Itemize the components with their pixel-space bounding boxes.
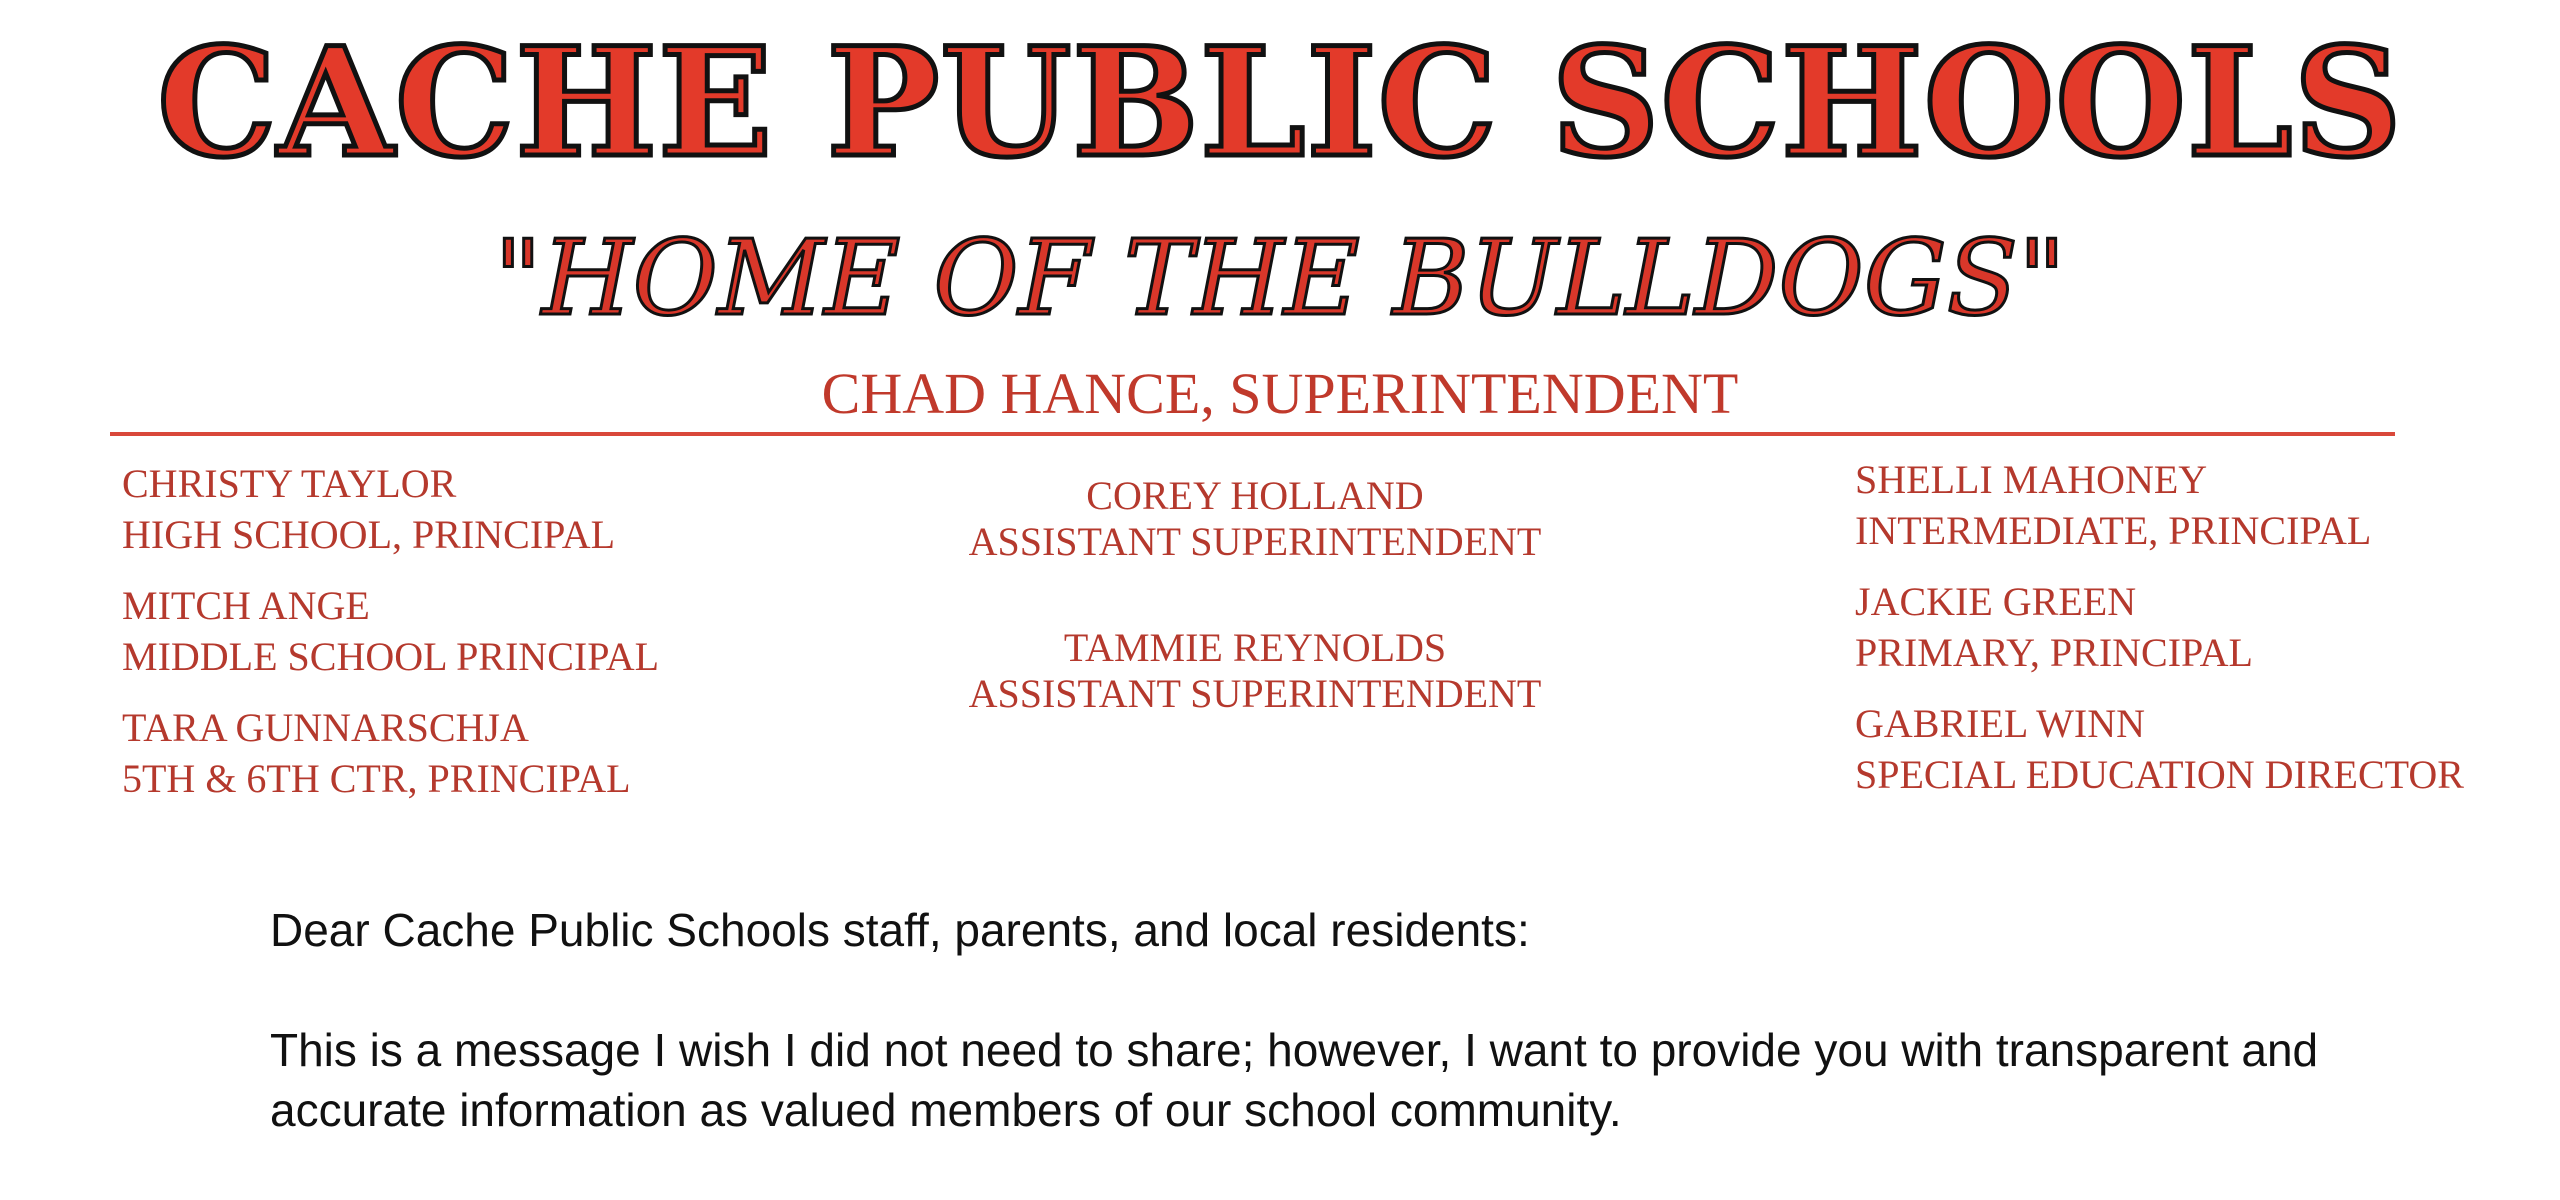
letterhead-title: CACHE PUBLIC SCHOOLS — [157, 15, 2403, 191]
staff-name: MITCH ANGE — [122, 583, 370, 628]
letter-body — [270, 900, 2320, 1200]
staff-role: INTERMEDIATE, PRINCIPAL — [1855, 508, 2372, 553]
staff-entry — [940, 625, 1570, 717]
staff-role: ASSISTANT SUPERINTENDENT — [968, 519, 1542, 564]
staff-role: MIDDLE SCHOOL PRINCIPAL — [122, 634, 660, 679]
staff-entry — [1855, 576, 2464, 678]
staff-name: JACKIE GREEN — [1855, 579, 2137, 624]
staff-name: TAMMIE REYNOLDS — [1063, 625, 1447, 670]
staff-name: COREY HOLLAND — [1086, 473, 1424, 518]
staff-entry — [1855, 454, 2464, 556]
staff-entry — [122, 580, 659, 682]
letter-paragraph: This is a message I wish I did not need to share; however, I want to provide you with transparent and accurate information as valued members of our school community. — [270, 1024, 2319, 1136]
staff-entry — [122, 702, 659, 804]
letter-salutation: Dear Cache Public Schools staff, parents, and local residents: — [270, 904, 1530, 956]
staff-role: 5TH & 6TH CTR, PRINCIPAL — [122, 756, 631, 801]
staff-name: CHRISTY TAYLOR — [122, 461, 457, 506]
staff-role: SPECIAL EDUCATION DIRECTOR — [1855, 752, 2464, 797]
letterhead-motto: "HOME OF THE BULLDOGS" — [494, 217, 2066, 339]
staff-column-right — [1855, 454, 2464, 820]
staff-role: PRIMARY, PRINCIPAL — [1855, 630, 2253, 675]
staff-entry — [1855, 698, 2464, 800]
staff-entry — [122, 458, 659, 560]
staff-column-center — [940, 473, 1570, 777]
staff-name: SHELLI MAHONEY — [1855, 457, 2208, 502]
staff-role: ASSISTANT SUPERINTENDENT — [968, 671, 1542, 716]
staff-column-left — [122, 458, 659, 824]
staff-role: HIGH SCHOOL, PRINCIPAL — [122, 512, 616, 557]
staff-name: TARA GUNNARSCHJA — [122, 705, 529, 750]
letterhead-divider — [110, 432, 2395, 436]
staff-entry — [940, 473, 1570, 565]
superintendent-line: CHAD HANCE, SUPERINTENDENT — [821, 361, 1739, 426]
staff-name: GABRIEL WINN — [1855, 701, 2145, 746]
